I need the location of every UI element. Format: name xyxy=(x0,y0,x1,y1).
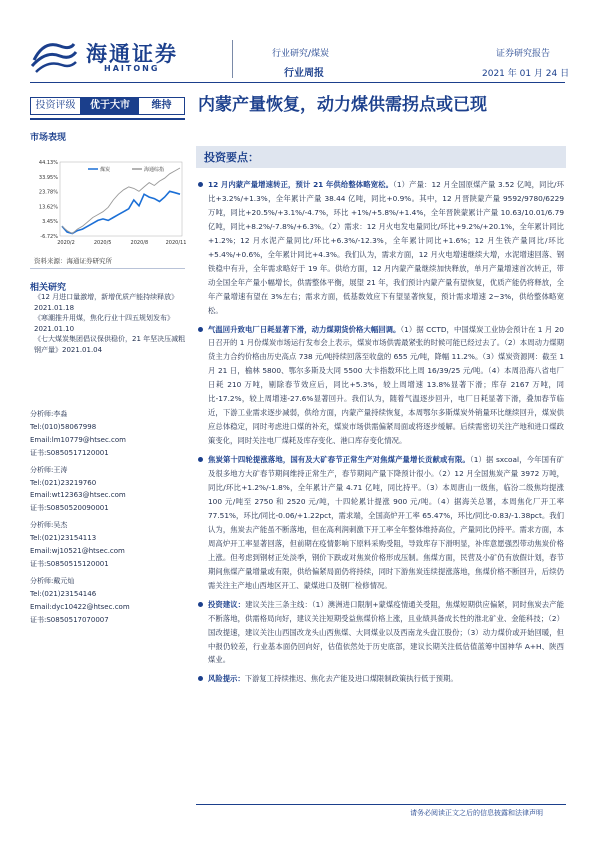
bullet-icon xyxy=(198,602,203,607)
key-point xyxy=(198,178,564,318)
analyst-email[interactable]: Email:wt12363@htsec.com xyxy=(30,491,126,500)
key-points-body xyxy=(198,178,564,691)
key-point-lead: 投资建议： xyxy=(208,599,246,609)
key-point-text: （1）产量：12 月全国原煤产量 3.52 亿吨，同比/环比+3.2%/+1.3%，全年累计产量 38.44 亿吨，同比+0.9%。其中，12 月晋陕蒙产量 9592/9780/6229 万吨，同比+20.5%/+3.1%/-4.7%，环比 +1%/+5.8%/+1.4%，全年晋陕蒙累计产量 10.63/10.01/6.79 亿吨，同比+8.2%/-7.8%/+6.3%。（2）需求：12 月火电发电量同比/环比+9.2%/+20.1%，全年累计同比+1.2%；12 月水泥产量同比/环比+6.3%/-12.3%，全年累计同比+1.6%；12 月生铁产量同比/环比+5.4%/+0.6%，全年累计同比+4.3%。我们认为，需求方面，12 月火电增速继续大增，水泥增速回落、钢铁稳中有升，全年需求略好于 19 年。供给方面，12 月内蒙产量继续加快释放，单月产量增速首次转正，带动全国全年产量小幅增长，供需整体平衡，展望 21 年，我们预计内蒙产量有望恢复，优质产能仍将释放，全年产量增速有望在 3%左右；需求方面，低基数效应下有望显著恢复，预计需求增速 2~3%，供给整体略宽松。 xyxy=(208,180,564,315)
haitong-logo-icon xyxy=(30,38,80,74)
report-type: 证券研究报告 xyxy=(496,49,551,59)
legend-label: 海通综指 xyxy=(144,167,165,173)
rating-value: 优于大市 xyxy=(81,98,139,114)
rating-status: 维持 xyxy=(151,100,172,111)
analyst-cert: 证书:S0850520090001 xyxy=(30,504,109,513)
key-point-lead: 气温回升致电厂日耗显著下滑，动力煤期货价格大幅回调。 xyxy=(208,324,401,334)
rating-label: 投资评级 xyxy=(31,98,81,114)
key-points-heading: 投资要点： xyxy=(204,151,259,164)
key-point xyxy=(198,453,564,593)
x-tick-label: 2020/5 xyxy=(93,240,112,246)
y-tick-label: 3.45% xyxy=(42,219,58,226)
key-point-text: 建议关注三条主线：（1）澳洲进口限制+蒙煤疫情通关受阻，焦煤短期供应偏紧，同时焦炭去产能不断落地，供需格局向好，建议关注短期受益焦煤价格上涨，且业绩具备成长性的淮北矿业、金能科技；（2）国改提速，建议关注山西国改龙头山西焦煤、大同煤业以及西南龙头盘江股份；（3）动力煤价或开始回暖，但中报仍较差，行业基本面仍回向好，估值依然处于历史底部，建议长期关注低估值蓝筹中国神华 A+H、陕西煤业。 xyxy=(208,599,564,665)
key-point-text: （1）据 CCTD，中国煤炭工业协会预计在 1 月 20 日召开的 1 月份煤炭市场运行发布会上表示，煤炭市场供需最紧张的时候可能已经过去了。（2）本周动力煤期货主力合约价格由历史高点 738 元/吨持续回落至收盘的 655 元/吨，降幅 11.2%。（3）煤炭资源网：截至 1 月 21 日，榆林 5800、鄂尔多斯及大同 5500 大卡指数环比上周 16/39/25 元/吨。（4）本周沿海八省电厂日耗 210 万吨，剔除春节效应后，同比+5.3%，较上周增速 13.8%显著下滑；库存 2167 万吨，同比-17.2%，较上周增速-27.6%显著回升。我们认为，随着气温逐步回升，电厂日耗显著下滑，叠加春节临近，下游工业需求逐步减弱，供给方面，内蒙产量持续恢复，本周鄂尔多斯煤炭外销量环比继续回升，煤炭供应总体稳定，同时考虑进口煤的补充，煤炭市场供需偏紧局面或将逐步缓解。后续需密切关注产地和进口煤政策变化，同时关注电厂煤耗及库存变化、港口库存变化情况。 xyxy=(208,324,564,446)
footer-disclaimer[interactable]: 请务必阅读正文之后的信息披露和法律声明 xyxy=(410,809,543,817)
y-tick-label: 13.62% xyxy=(38,204,58,211)
key-point xyxy=(198,598,564,668)
key-point xyxy=(198,323,564,449)
report-category: 行业研究/煤炭 xyxy=(272,49,330,59)
report-date: 2021 年 01 月 24 日 xyxy=(482,69,570,79)
y-tick-label: 44.13% xyxy=(38,160,58,166)
rating-underline xyxy=(30,118,185,120)
related-item[interactable]: 《寒潮推升用煤，焦化行业十四五规划发布》2021.01.10 xyxy=(34,314,174,333)
analyst-cert: 证书:S0850517120001 xyxy=(30,448,109,457)
x-tick-label: 2020/11 xyxy=(165,240,187,246)
chart-source: 资料来源：海通证券研究所 xyxy=(34,257,112,265)
analyst-cert: 证书:S0850515120001 xyxy=(30,559,109,568)
analyst-name: 分析师:李淼 xyxy=(30,410,68,418)
analyst-tel: Tel:(021)23219760 xyxy=(30,478,97,487)
bullet-icon xyxy=(198,327,203,332)
key-points-banner xyxy=(196,146,566,168)
analyst-list xyxy=(30,408,185,627)
key-point-lead: 12 月内蒙产量增速转正，预计 21 年供给整体略宽松。 xyxy=(208,180,394,189)
key-point-text: （1）据 sxcoal，今年国有矿及很多地方大矿春节期间维持正常生产，春节期间产量下降预计很小。（2）12 月全国焦炭产量 3972 万吨，同比/环比+1.2%/-1.8%，全年累计产量 4.71 亿吨，同比持平。（3）本周唐山一级焦，临汾二级焦均提涨 100 元/吨至 2750 和 2520 元/吨，十四轮累计提涨 900 元/吨。（4）据海关总署，本周焦化厂开工率 77.51%，环比/同比-0.06/+1.22pct，需求端，全国高炉开工率 65.47%，环比/同比-0.83/-1.38pct。我们认为，焦炭去产能虽不断落地，但在高利润刺激下开工率全年整体维持高位，产量同比仍持平。需求方面，本周高炉开工率显著回落，但前期在疫情影响下原料采购受阻，导致库存下滑明显，补库意愿强烈带动焦炭价格上涨。但考虑到钢材正处淡季，钢价下跌或对焦炭价格形成压制。焦煤方面，民营及小矿仍有放假计划，春节期间焦煤产量增量或有限，供给偏紧局面仍将持续，同时下游焦炭连续提涨落地，焦煤价格不断回升，后续仍需关注主产地山西地区开工、蒙煤进口及钢厂检修情况。 xyxy=(208,455,564,590)
legend-label: 煤炭 xyxy=(100,167,111,173)
chart-frame xyxy=(60,162,182,236)
related-item[interactable]: 《七大煤炭集团倡议保供稳价，21 年坚决压减粗钢产量》2021.01.04 xyxy=(34,335,186,354)
analyst-email[interactable]: Email:dyc10422@htsec.com xyxy=(30,602,130,611)
analyst-email[interactable]: Email:lm10779@htsec.com xyxy=(30,435,126,444)
related-item[interactable]: 《12 月进口量激增，新增优质产能持续释放》2021.01.18 xyxy=(34,293,179,312)
series-line-coal xyxy=(62,191,180,233)
header-rule xyxy=(30,82,565,83)
y-tick-label: 33.95% xyxy=(38,174,58,181)
logo-text-en: HAITONG xyxy=(104,64,160,73)
analyst-email[interactable]: Email:wj10521@htsec.com xyxy=(30,547,125,556)
report-kind: 行业周报 xyxy=(284,68,324,79)
analyst-name: 分析师:王涛 xyxy=(30,465,68,474)
key-point-text: 下游复工持续推迟、焦化去产能及进口煤限制政策执行低于预期。 xyxy=(244,674,458,684)
x-tick-label: 2020/8 xyxy=(130,240,149,246)
y-tick-label: -6.72% xyxy=(40,234,58,240)
header-divider xyxy=(232,40,233,78)
key-point-lead: 风险提示： xyxy=(208,674,245,684)
analyst-tel: Tel:(010)58067998 xyxy=(30,422,97,431)
left-divider xyxy=(30,268,185,269)
series-line-haitong-index xyxy=(62,168,180,234)
bullet-icon xyxy=(198,676,203,681)
logo-text-cn: 海通证券 xyxy=(86,41,178,66)
market-performance-chart xyxy=(30,152,190,252)
bullet-icon xyxy=(198,182,203,187)
analyst-name: 分析师:戴元灿 xyxy=(30,576,75,585)
analyst-tel: Tel:(021)23154113 xyxy=(30,534,97,543)
analyst-name: 分析师:吴杰 xyxy=(30,521,68,530)
related-heading: 相关研究 xyxy=(30,283,67,293)
key-point-lead: 焦炭第十四轮提涨落地，国有及大矿春节正常生产对焦煤产量增长贡献或有限。 xyxy=(208,455,470,465)
rating-box xyxy=(30,97,185,115)
key-point xyxy=(198,672,564,686)
analyst-cert: 证书:S0850517070007 xyxy=(30,615,109,624)
page-title: 内蒙产量恢复，动力煤供需拐点或已现 xyxy=(198,95,487,115)
related-list xyxy=(34,292,186,355)
bullet-icon xyxy=(198,457,203,462)
analyst-tel: Tel:(021)23154146 xyxy=(30,589,97,598)
footer-rule xyxy=(196,804,566,805)
x-tick-label: 2020/2 xyxy=(57,240,75,246)
market-heading: 市场表现 xyxy=(30,133,67,143)
y-tick-label: 23.78% xyxy=(38,189,58,196)
